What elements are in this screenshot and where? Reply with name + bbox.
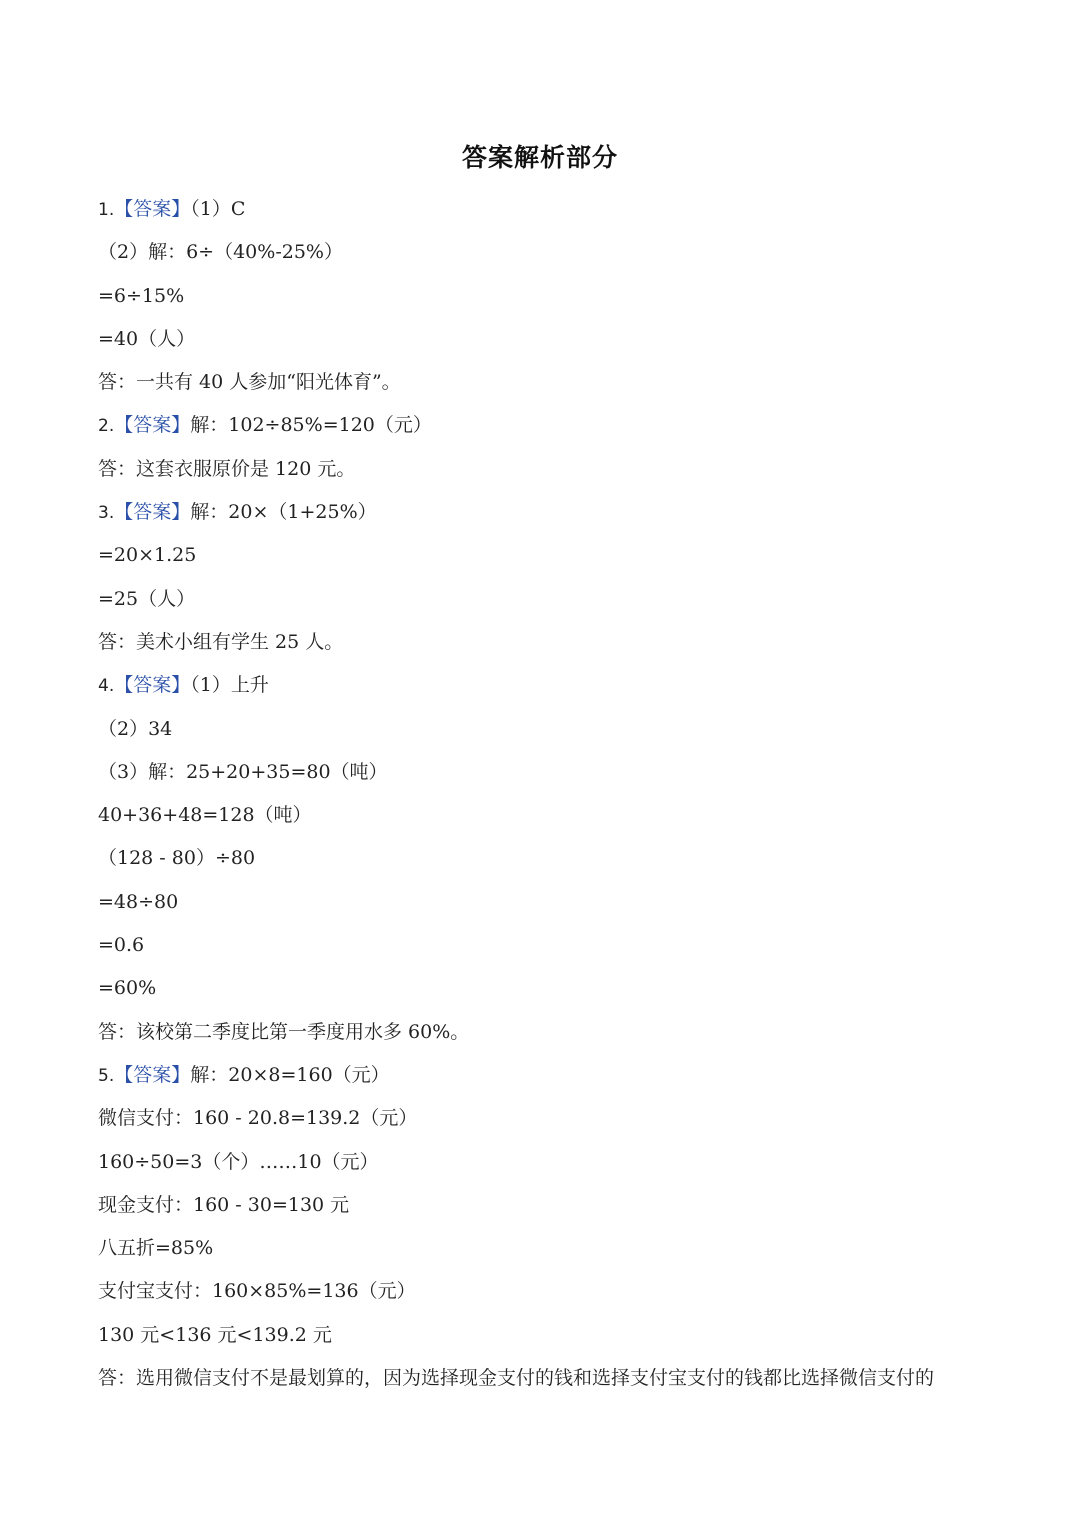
- question-number: 1.: [98, 200, 115, 220]
- answer-line: 答：美术小组有学生 25 人。: [98, 630, 344, 653]
- answer-line: =6÷15%: [98, 284, 185, 307]
- answer-line: =40（人）: [98, 327, 196, 350]
- answer-line: （128 - 80）÷80: [98, 847, 256, 870]
- answer-tag: 【答案】: [114, 414, 191, 437]
- answer-text: （1）C: [190, 198, 246, 220]
- answer-line: 160÷50=3（个）……10（元）: [98, 1150, 379, 1173]
- answer-4-header: [98, 666, 998, 709]
- answer-line: =48÷80: [98, 890, 179, 913]
- answer-line: 答：这套衣服原价是 120 元。: [98, 457, 356, 480]
- answer-1-header: [98, 190, 998, 233]
- answer-line: （2）解：6÷（40%-25%）: [98, 241, 343, 264]
- answer-line: 支付宝支付：160×85%=136（元）: [98, 1280, 416, 1303]
- answer-line: =60%: [98, 977, 157, 1000]
- page-title: 答案解析部分: [461, 143, 618, 172]
- answer-text: 解：20×（1+25%）: [190, 501, 377, 524]
- answer-line: 现金支付：160 - 30=130 元: [98, 1193, 350, 1216]
- answer-tag: 【答案】: [114, 198, 191, 220]
- answer-line: 答：该校第二季度比第一季度用水多 60%。: [98, 1020, 470, 1043]
- answer-line: 130 元<136 元<139.2 元: [98, 1323, 332, 1346]
- answer-tag: 【答案】: [114, 1063, 191, 1086]
- answer-line: （2）34: [98, 717, 173, 740]
- answer-tag: 【答案】: [114, 501, 191, 524]
- answer-line: （3）解：25+20+35=80（吨）: [98, 760, 388, 783]
- answer-line: 答：选用微信支付不是最划算的，因为选择现金支付的钱和选择支付宝支付的钱都比选择微信支付的: [98, 1367, 935, 1390]
- answer-3-header: [98, 493, 998, 536]
- answer-5-header: [98, 1056, 998, 1099]
- answer-tag: 【答案】: [114, 674, 191, 697]
- answer-body: [98, 190, 998, 1402]
- answer-line: 答：一共有 40 人参加“阳光体育”。: [98, 371, 401, 394]
- question-number: 4.: [98, 676, 115, 697]
- answer-text: 解：102÷85%=120（元）: [190, 414, 432, 437]
- answer-line: =0.6: [98, 934, 145, 957]
- question-number: 2.: [98, 416, 115, 437]
- question-number: 5.: [98, 1065, 115, 1086]
- answer-line: =20×1.25: [98, 544, 197, 567]
- answer-text: 解：20×8=160（元）: [190, 1063, 390, 1086]
- answer-line: 八五折=85%: [98, 1237, 214, 1260]
- answer-line: 微信支付：160 - 20.8=139.2（元）: [98, 1107, 418, 1130]
- answer-2-header: [98, 406, 998, 449]
- answer-text: （1）上升: [190, 674, 269, 697]
- answer-line: 40+36+48=128（吨）: [98, 804, 312, 827]
- answer-line: =25（人）: [98, 587, 196, 610]
- question-number: 3.: [98, 503, 115, 524]
